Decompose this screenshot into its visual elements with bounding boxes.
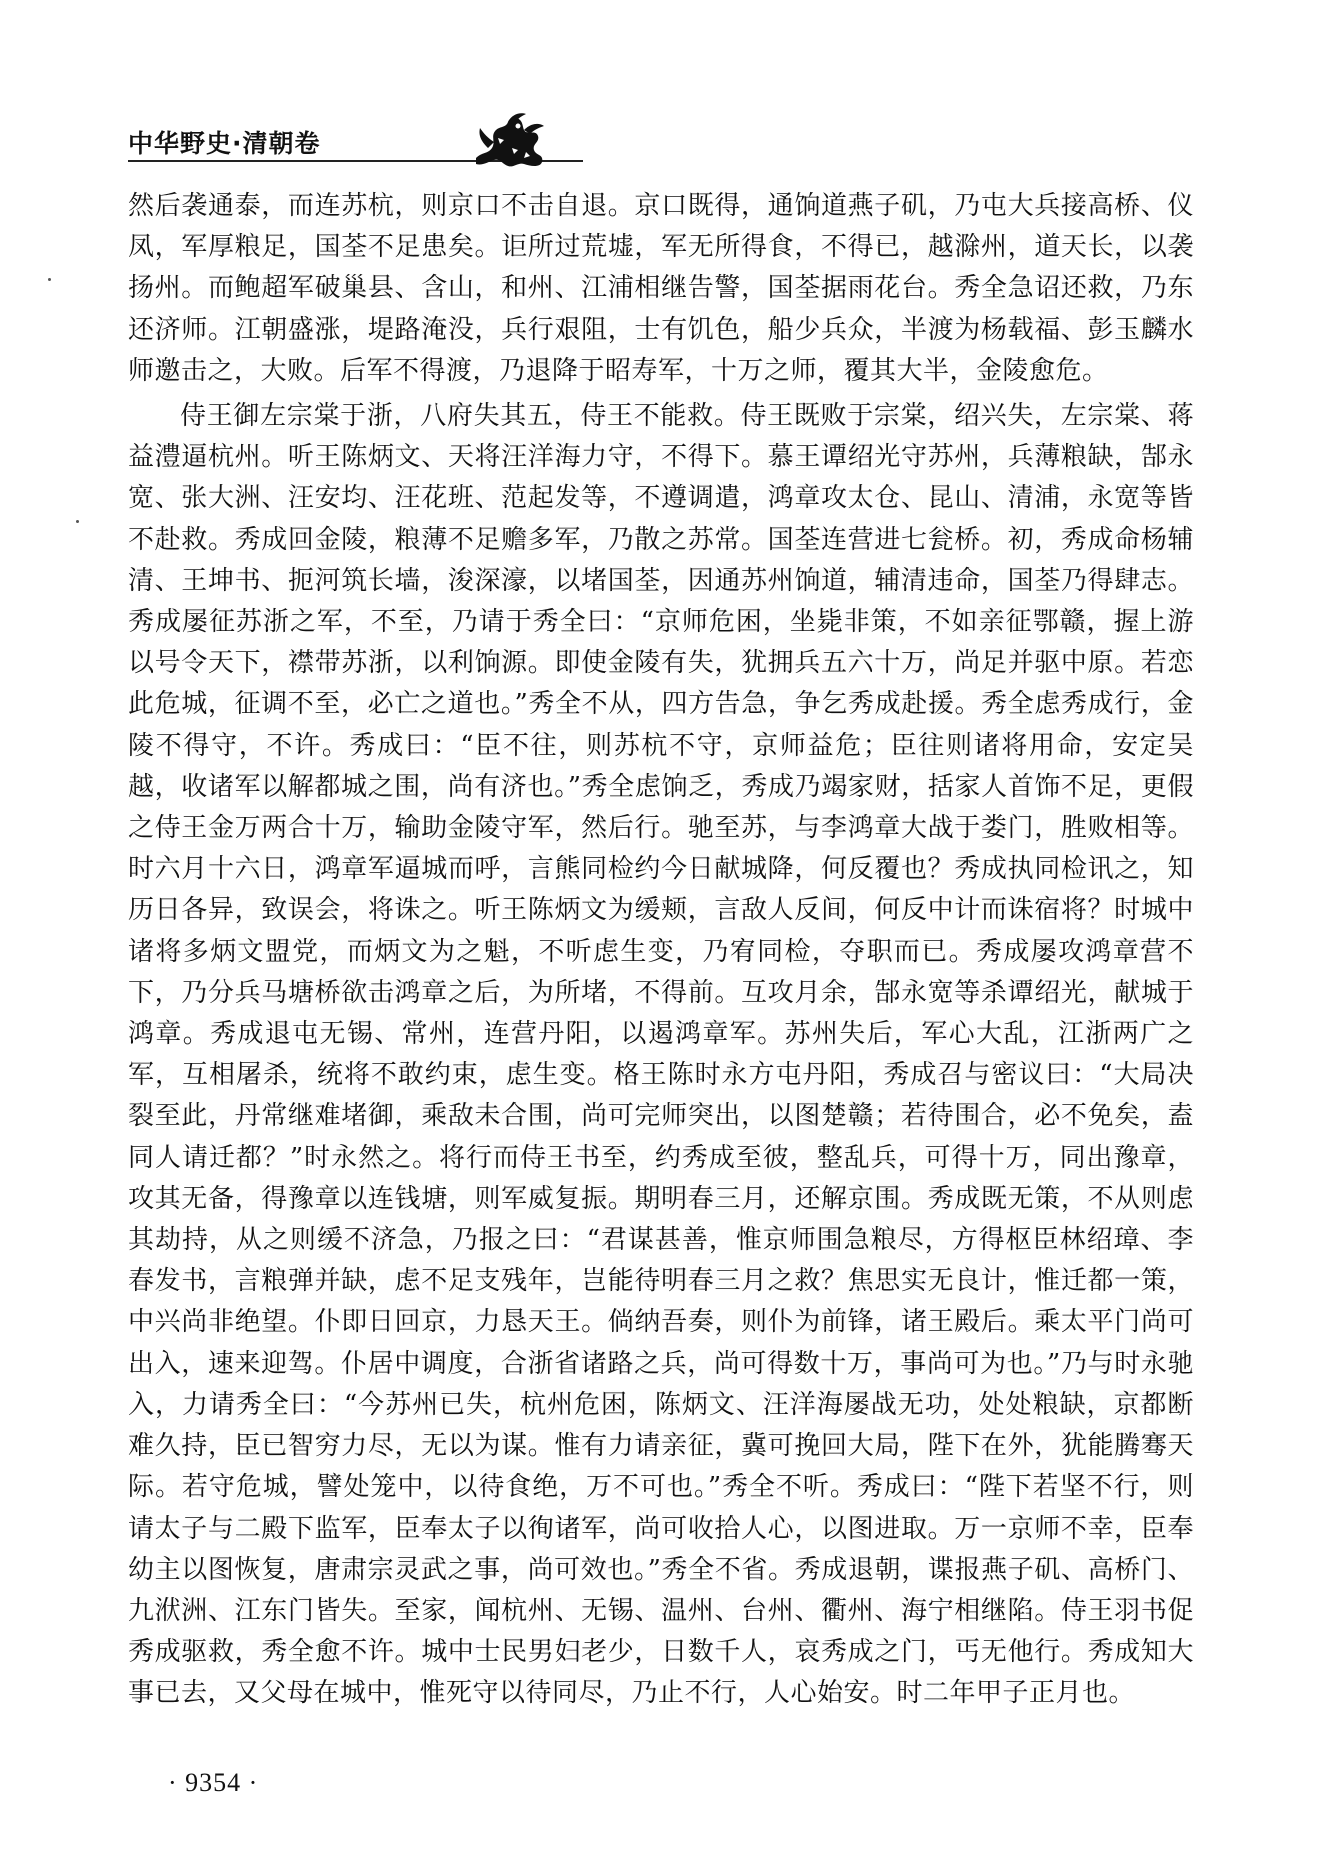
page-number: · 9354 · [168, 1768, 259, 1797]
book-title: 中华野史·清朝卷 [128, 129, 321, 158]
paragraph-2: 侍王御左宗棠于浙，八府失其五，侍王不能救。侍王既败于宗棠，绍兴失，左宗棠、蒋益澧逼杭州。听王陈炳文、天将汪洋海力守，不得下。慕王谭绍光守苏州，兵薄粮缺，郜永宽、张大洲、汪安均、汪花班、范起发等，不遵调遣，鸿章攻太仓、昆山、清浦，永宽等皆不赴救。秀成回金陵，粮薄不足赡多军，乃散之苏常。国荃连营进七瓮桥。初，秀成命杨辅清、王坤书、扼河筑长墙，浚深濠，以堵国荃，因通苏州饷道，辅清违命，国荃乃得肆志。秀成屡征苏浙之军，不至，乃请于秀全曰：“京师危困，坐毙非策，不如亲征鄂赣，握上游以号令天下，襟带苏浙，以利饷源。即使金陵有失，犹拥兵五六十万，尚足并驱中原。若恋此危城，征调不至，必亡之道也。”秀全不从，四方告急，争乞秀成赴援。秀全虑秀成行，金陵不得守，不许。秀成曰：“臣不往，则苏杭不守，京师益危；臣往则诸将用命，安定吴越，收诸军以解都城之围，尚有济也。”秀全虑饷乏，秀成乃竭家财，括家人首饰不足，更假之侍王金万两合十万，输助金陵守军，然后行。驰至苏，与李鸿章大战于娄门，胜败相等。时六月十六日，鸿章军逼城而呼，言熊同检约今日献城降，何反覆也？秀成执同检讯之，知历日各异，致误会，将诛之。听王陈炳文为缓颊，言敌人反间，何反中计而诛宿将？时城中诸将多炳文盟党，而炳文为之魁，不听虑生变，乃宥同检，夺职而已。秀成屡攻鸿章营不下，乃分兵马塘桥欲击鸿章之后，为所堵，不得前。互攻月余，郜永宽等杀谭绍光，献城于鸿章。秀成退屯无锡、常州，连营丹阳，以遏鸿章军。苏州失后，军心大乱，江浙两广之军，互相屠杀，统将不敢约束，虑生变。格王陈时永方屯丹阳，秀成召与密议曰：“大局决裂至此，丹常继难堵御，乘敌未合围，尚可完师突出，以图楚赣；若待围合，必不免矣，盍同人请迁都？”时永然之。将行而侍王书至，约秀成至彼，整乱兵，可得十万，同出豫章，攻其无备，得豫章以连钱塘，则军威复振。期明春三月，还解京围。秀成既无策，不从则虑其劫持，从之则缓不济急，乃报之曰：“君谋甚善，惟京师围急粮尽，方得枢臣林绍璋、李春发书，言粮弹并缺，虑不足支残年，岂能待明春三月之救？焦思实无良计，惟迁都一策，中兴尚非绝望。仆即日回京，力恳天王。倘纳吾奏，则仆为前锋，诸王殿后。乘太平门尚可出入，速来迎驾。仆居中调度，合浙省诸路之兵，尚可得数十万，事尚可为也。”乃与时永驰入，力请秀全曰：“今苏州已失，杭州危困，陈炳文、汪洋海屡战无功，处处粮缺，京都断难久持，臣已智穷力尽，无以为谋。惟有力请亲征，冀可挽回大局，陛下在外，犹能腾骞天际。若守危城，譬处笼中，以待食绝，万不可也。”秀全不听。秀成曰：“陛下若坚不行，则请太子与二殿下监军，臣奉太子以徇诸军，尚可收拾人心，以图进取。万一京师不幸，臣奉幼主以图恢复，唐肃宗灵武之事，尚可效也。”秀全不省。秀成退朝，谍报燕子矶、高桥门、九洑洲、江东门皆失。至家，闻杭州、无锡、温州、台州、衢州、海宁相继陷。侍王羽书促秀成驱救，秀全愈不许。城中士民男妇老少，日数千人，哀秀成之门，丐无他行。秀成知大事已去，又父母在城中，惟死守以待同尽，乃止不行，人心始安。时二年甲子正月也。 [128, 401, 1194, 1709]
scan-speck [76, 520, 79, 523]
body-text [128, 186, 1194, 1715]
paragraph-1: 然后袭通泰，而连苏杭，则京口不击自退。京口既得，通饷道燕子矶，乃屯大兵接高桥、仪凤，军厚粮足，国荃不足患矣。讵所过荒墟，军无所得食，不得已，越滁州，道天长，以袭扬州。而鲍超军破巢县、含山，和州、江浦相继告警，国荃据雨花台。秀全急诏还救，乃东还济师。江朝盛涨，堤路淹没，兵行艰阻，士有饥色，船少兵众，半渡为杨载福、彭玉麟水师邀击之，大败。后军不得渡，乃退降于昭寿军，十万之师，覆其大半，金陵愈危。 [128, 191, 1194, 386]
scan-speck [48, 278, 51, 281]
dragon-icon [468, 108, 550, 174]
